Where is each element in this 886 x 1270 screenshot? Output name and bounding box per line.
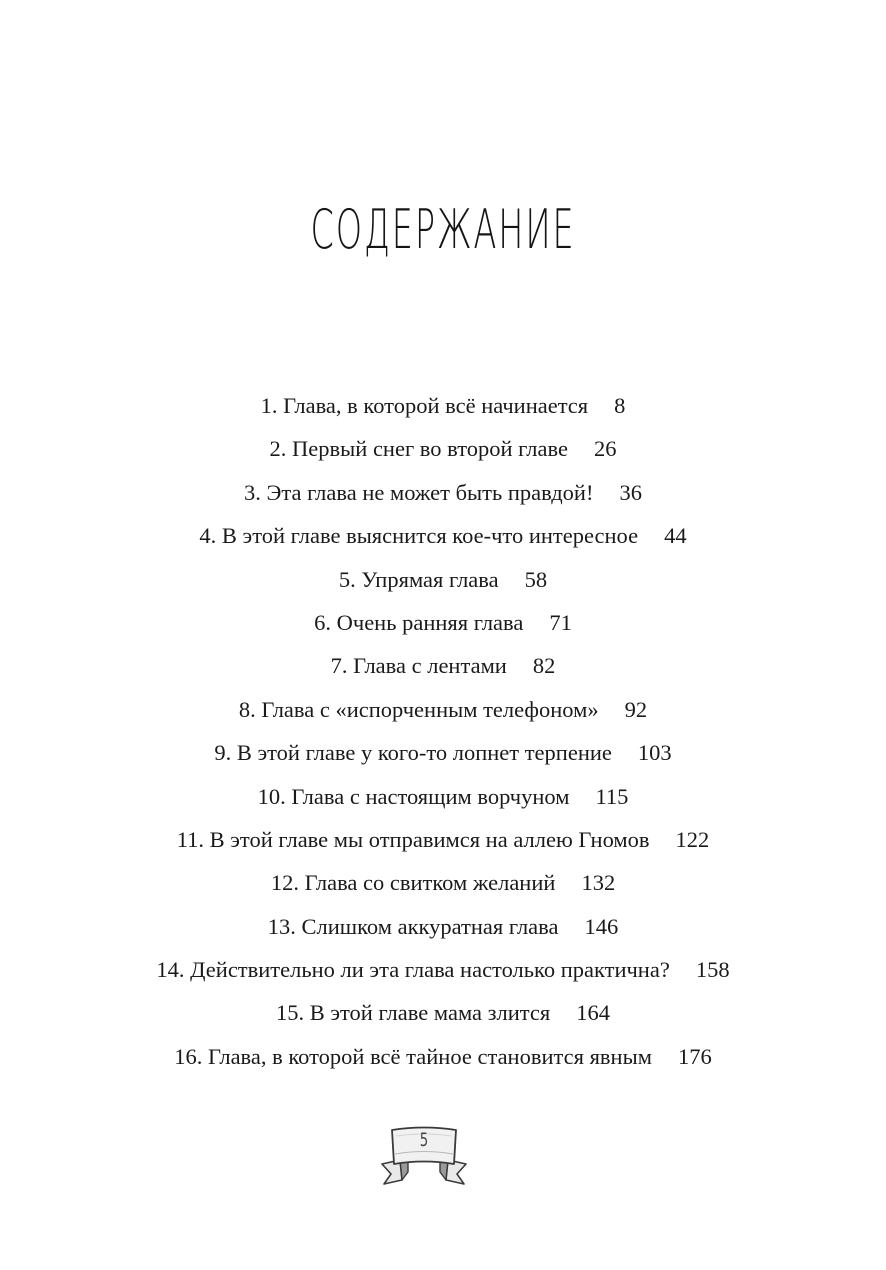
chapter-title: 1. Глава, в которой всё начинается xyxy=(260,393,589,418)
chapter-page-number: 58 xyxy=(524,566,548,592)
toc-entry xyxy=(0,384,886,427)
chapter-page-number: 44 xyxy=(664,523,687,549)
chapter-page-number: 176 xyxy=(677,1043,712,1069)
chapter-page-number: 132 xyxy=(581,870,616,896)
chapter-title: 11. В этой главе мы отправимся на аллею Гномов xyxy=(176,826,650,852)
page-title: СОДЕРЖАНИЕ xyxy=(310,198,576,261)
toc-entry xyxy=(0,514,886,557)
toc-entry xyxy=(0,558,886,601)
toc-entry xyxy=(0,644,886,687)
toc-entry xyxy=(0,861,886,904)
toc-entry xyxy=(0,471,886,514)
chapter-title: 5. Упрямая глава xyxy=(338,566,499,592)
toc-entry xyxy=(0,775,886,818)
toc-entry xyxy=(0,601,886,644)
chapter-title: 7. Глава с лентами xyxy=(330,653,507,679)
chapter-page-number: 164 xyxy=(576,1000,610,1026)
chapter-title: 8. Глава с «испорченным телефоном» xyxy=(238,696,599,722)
page-number-ribbon xyxy=(378,1124,470,1200)
chapter-title: 2. Первый снег во второй главе xyxy=(269,436,568,462)
chapter-title: 14. Действительно ли эта глава настолько практична? xyxy=(156,957,670,983)
page-number: 5 xyxy=(419,1129,429,1151)
chapter-title: 12. Глава со свитком желаний xyxy=(270,870,556,896)
toc-entry xyxy=(0,948,886,991)
chapter-page-number: 26 xyxy=(593,436,617,462)
chapter-page-number: 122 xyxy=(675,826,710,852)
chapter-page-number: 115 xyxy=(595,783,629,809)
chapter-title: 16. Глава, в которой всё тайное становится явным xyxy=(174,1043,652,1069)
chapter-title: 6. Очень ранняя глава xyxy=(314,609,524,635)
toc-entry xyxy=(0,905,886,948)
chapter-page-number: 146 xyxy=(584,913,619,939)
chapter-page-number: 82 xyxy=(532,653,556,679)
table-of-contents xyxy=(0,384,886,1078)
chapter-page-number: 103 xyxy=(637,740,672,766)
chapter-title: 15. В этой главе мама злится xyxy=(275,1000,551,1026)
chapter-page-number: 36 xyxy=(619,479,642,505)
toc-entry xyxy=(0,731,886,774)
chapter-title: 3. Эта глава не может быть правдой! xyxy=(244,479,594,505)
chapter-title: 13. Слишком аккуратная глава xyxy=(267,913,559,939)
toc-entry xyxy=(0,427,886,470)
toc-entry xyxy=(0,818,886,861)
chapter-page-number: 8 xyxy=(614,393,626,418)
chapter-title: 9. В этой главе у кого-то лопнет терпение xyxy=(214,740,612,766)
toc-entry xyxy=(0,991,886,1034)
chapter-page-number: 158 xyxy=(695,957,730,983)
chapter-title: 4. В этой главе выяснится кое-что интересное xyxy=(199,523,639,549)
chapter-title: 10. Глава с настоящим ворчуном xyxy=(257,783,570,809)
toc-entry xyxy=(0,688,886,731)
toc-entry xyxy=(0,1035,886,1078)
chapter-page-number: 92 xyxy=(624,696,648,722)
chapter-page-number: 71 xyxy=(549,609,572,635)
